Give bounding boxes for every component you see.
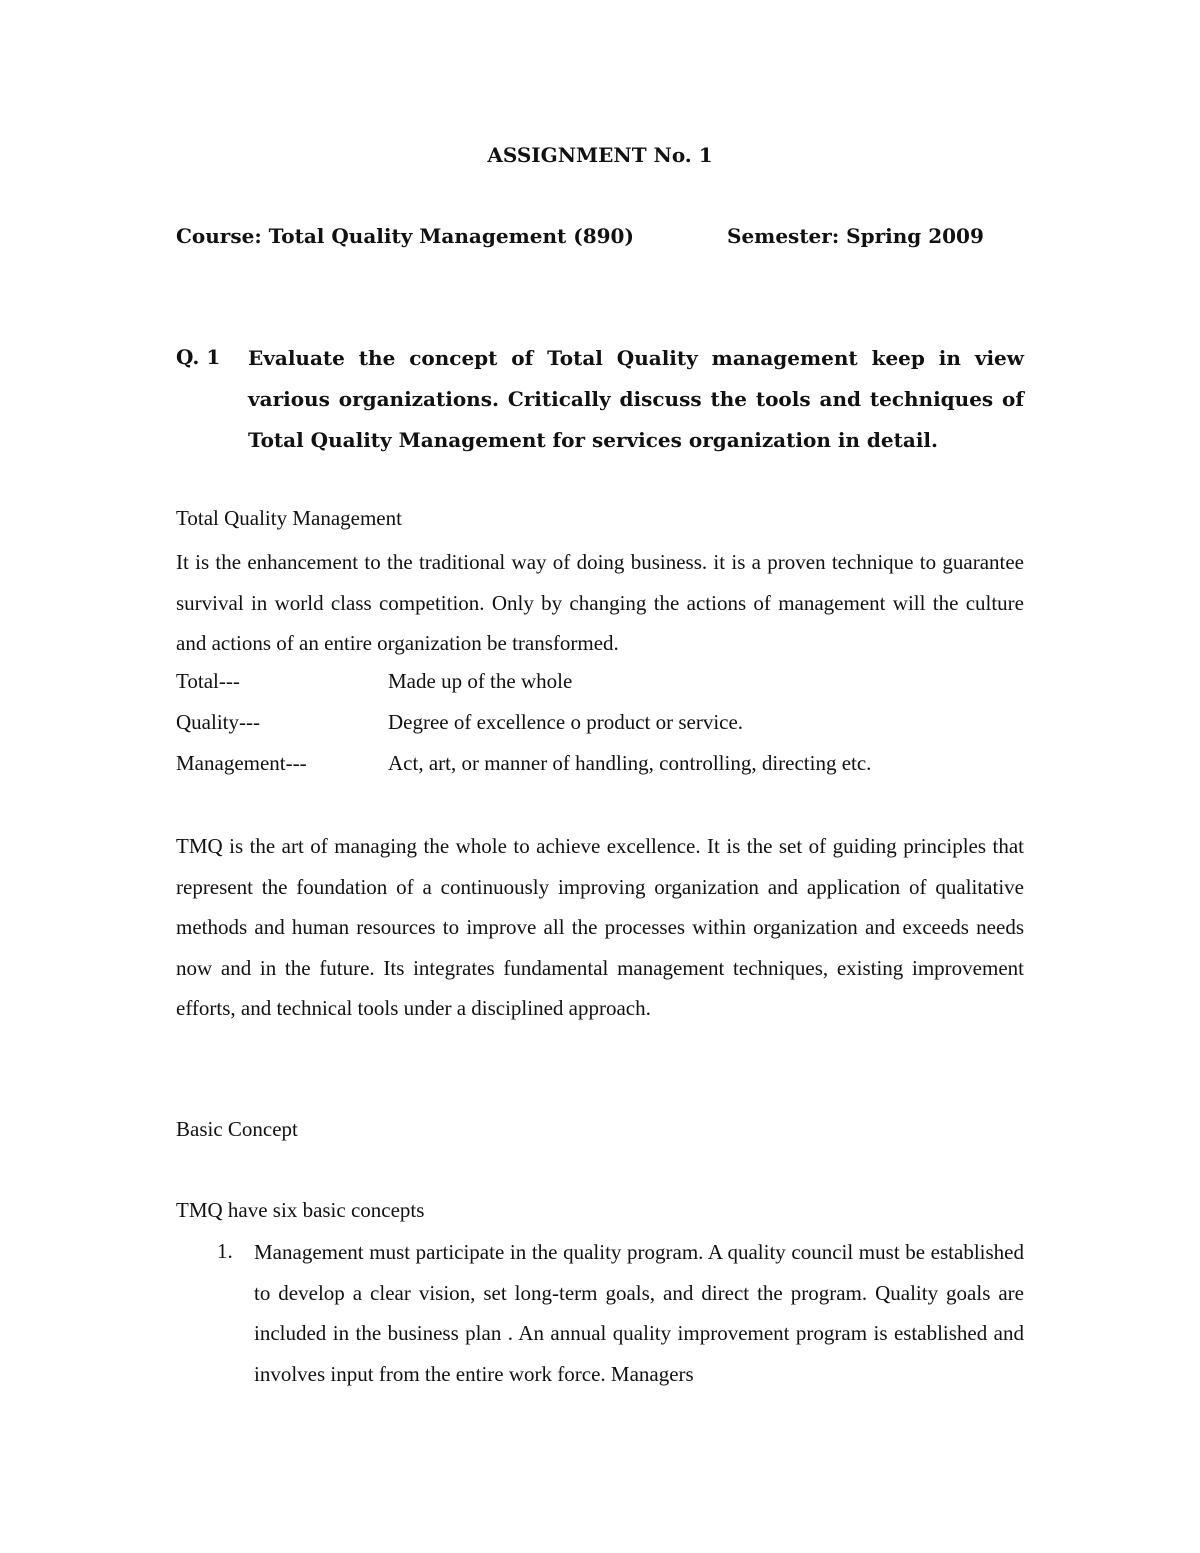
definition-meaning: Act, art, or manner of handling, controlling, directing etc. xyxy=(388,751,872,775)
definition-term: Total--- xyxy=(176,669,240,693)
basic-concept-heading: Basic Concept xyxy=(176,1117,298,1141)
tqm-intro-paragraph: It is the enhancement to the traditional way of doing business. it is a proven technique to guarantee survival in world class competition. Only by changing the actions of management will the culture and actions of an entire organization be transformed. xyxy=(176,550,1024,656)
tmq-paragraph: TMQ is the art of managing the whole to achieve excellence. It is the set of guiding principles that represent the foundation of a continuously improving organization and application of qualitative methods and human resources to improve all the processes within organization and exceeds needs now and in the future. Its integrates fundamental management techniques, existing improvement efforts, and technical tools under a disciplined approach. xyxy=(176,834,1024,1021)
assignment-title: ASSIGNMENT No. 1 xyxy=(487,143,713,167)
six-concepts-intro: TMQ have six basic concepts xyxy=(176,1198,425,1222)
list-item-number: 1. xyxy=(217,1239,233,1263)
definition-term: Quality--- xyxy=(176,710,260,734)
question-text: Evaluate the concept of Total Quality management keep in view various organizations. Critically discuss the tools and techniques of Total Quality Management for services organization in detail. xyxy=(248,346,1024,452)
list-item-text: Management must participate in the quality program. A quality council must be established to develop a clear vision, set long-term goals, and direct the program. Quality goals are included in the business plan . An annual quality improvement program is established and involves input from the entire work force. Managers xyxy=(254,1240,1024,1386)
definition-term: Management--- xyxy=(176,751,307,775)
section-heading-tqm: Total Quality Management xyxy=(176,506,402,530)
question-number: Q. 1 xyxy=(176,345,221,369)
definition-meaning: Made up of the whole xyxy=(388,669,573,693)
semester-label: Semester: Spring 2009 xyxy=(727,224,984,248)
course-label: Course: Total Quality Management (890) xyxy=(176,224,634,248)
definition-meaning: Degree of excellence o product or service. xyxy=(388,710,744,734)
